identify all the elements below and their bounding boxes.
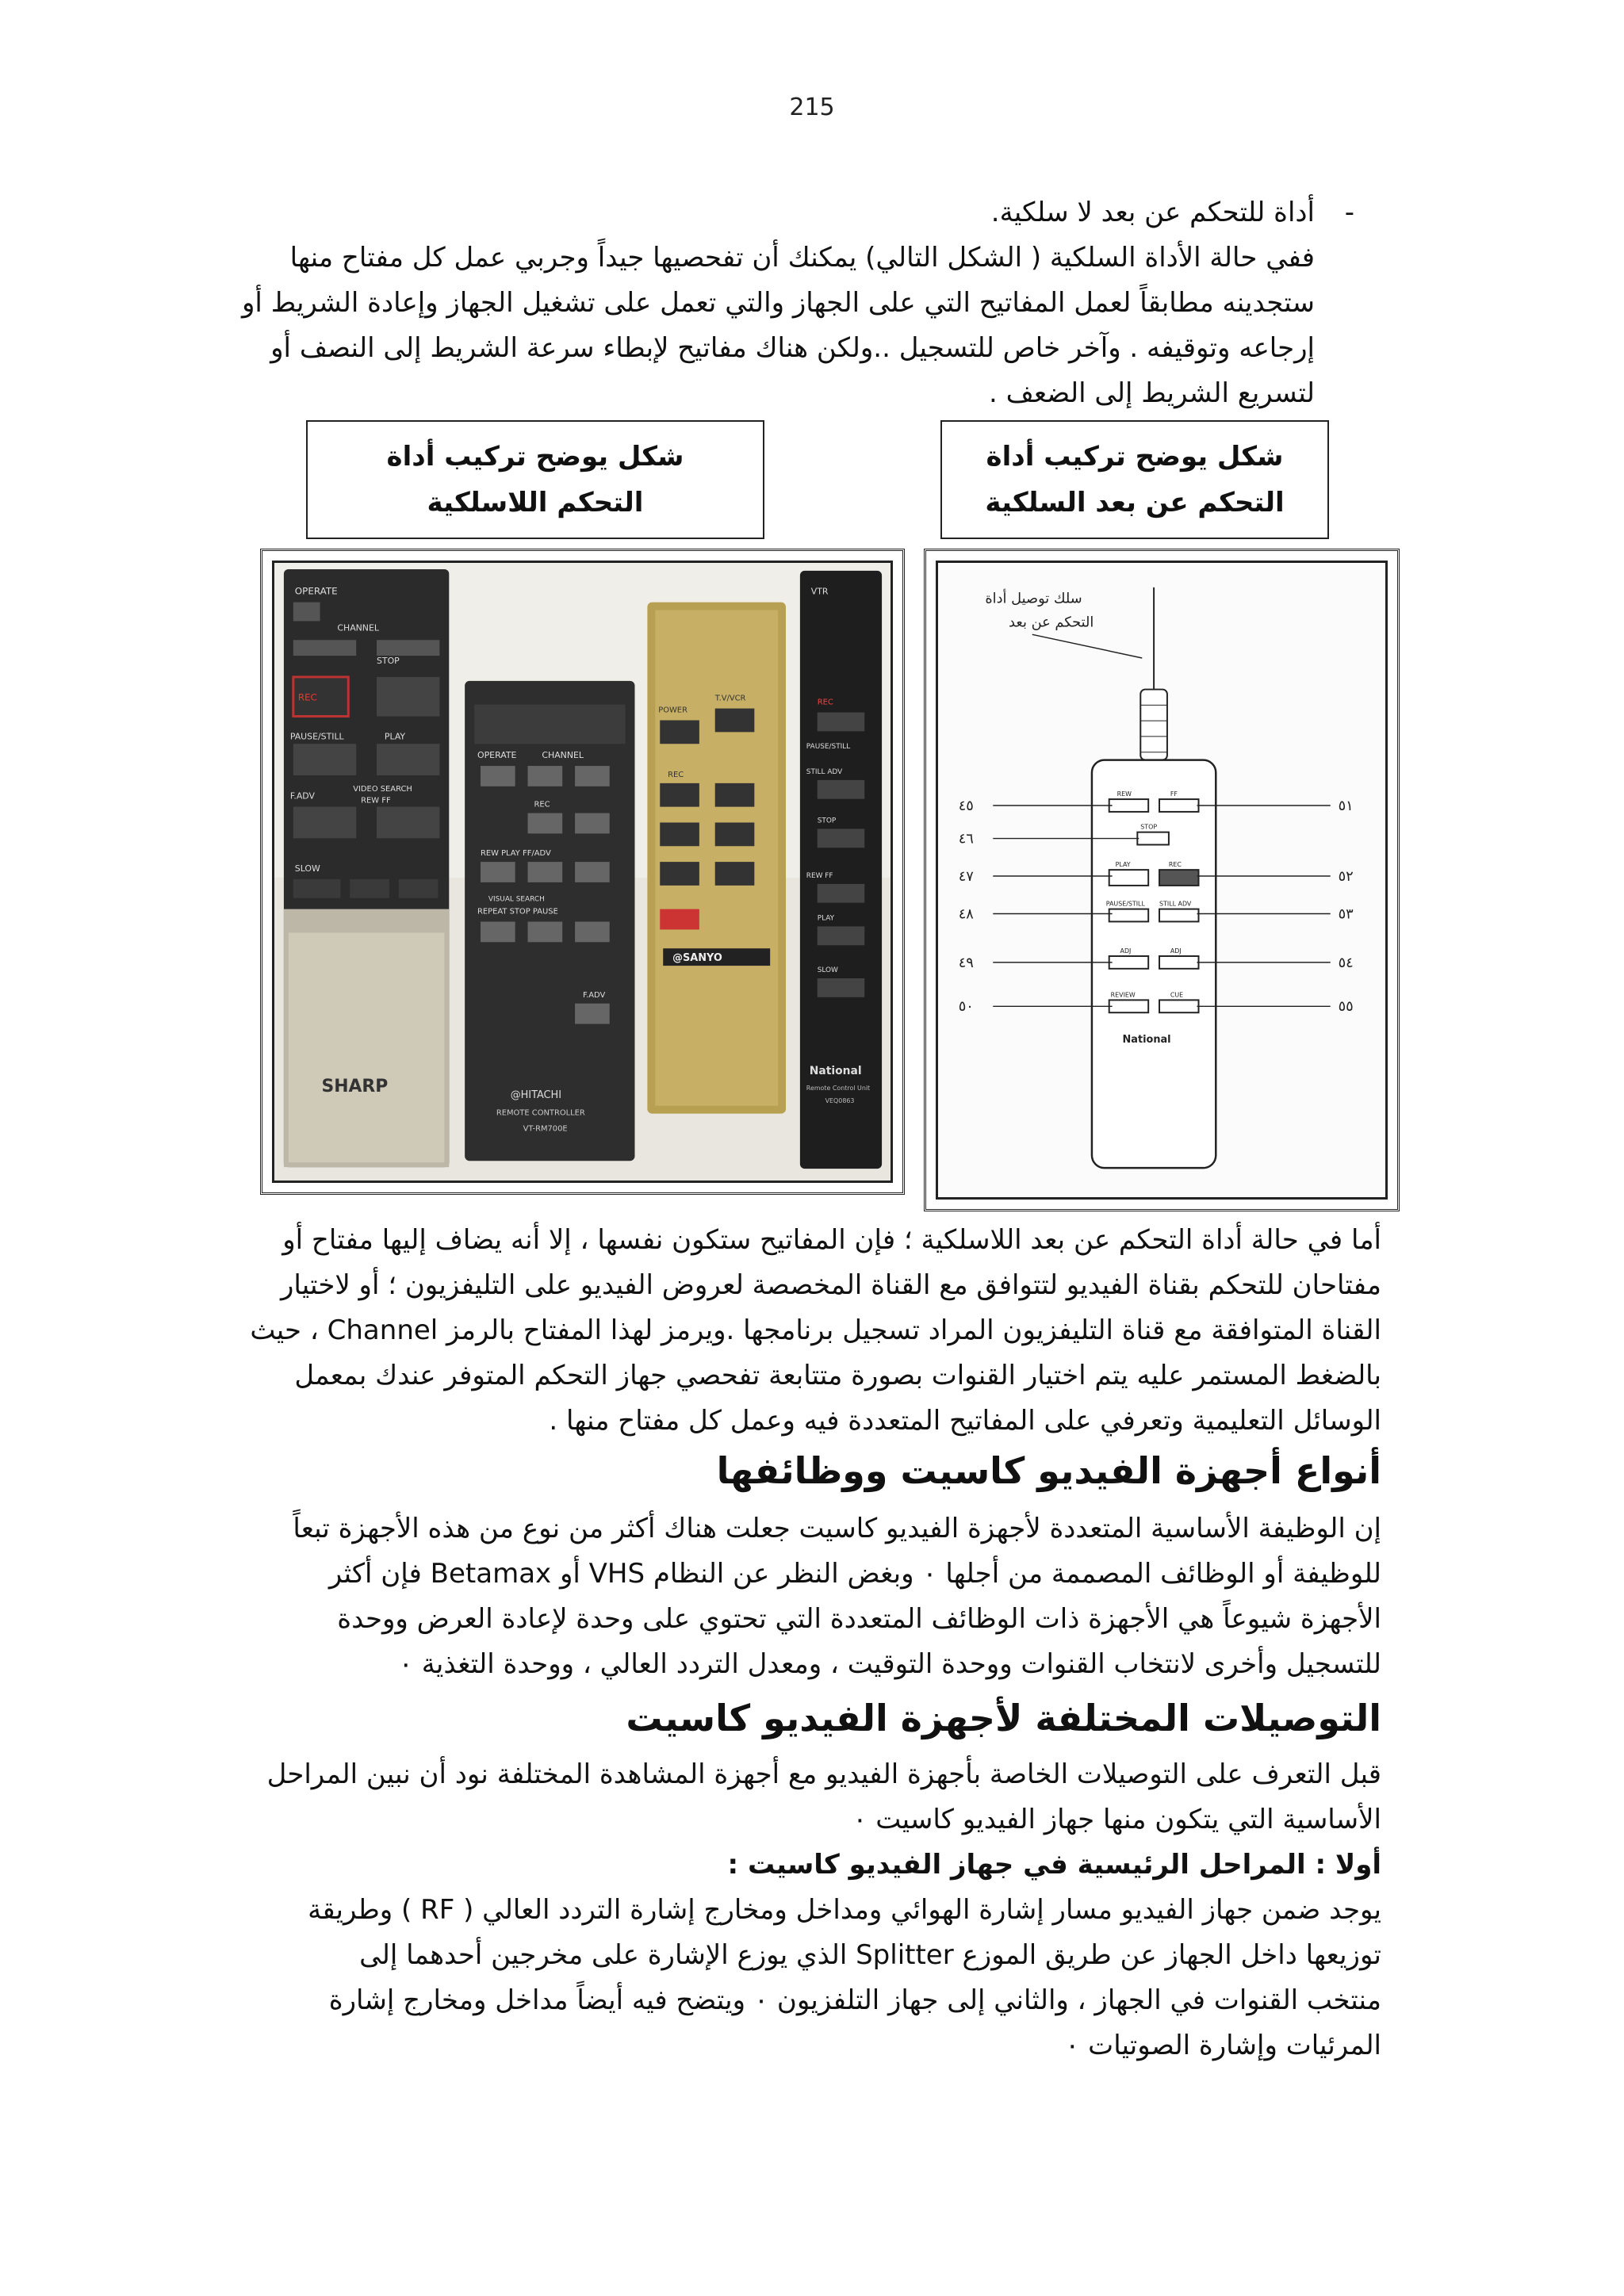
wireless-line: مفتاحان للتحكم بقناة الفيديو لتتوافق مع القناة المخصصة لعروض الفيديو على التليفزيون ؛ أو لاختيار	[281, 1269, 1381, 1301]
section-subheading: أولا : المراحل الرئيسية في جهاز الفيديو كاسيت :	[727, 1849, 1381, 1881]
national-remote	[800, 571, 882, 1169]
hitachi-remote	[465, 681, 634, 1161]
national-brand-text: National	[809, 1065, 862, 1078]
svg-text:PLAY: PLAY	[1115, 861, 1131, 869]
wired-caption-text: شكل يوضح تركيب أداة التحكم عن بعد السلكية	[985, 441, 1285, 519]
svg-text:REC: REC	[817, 698, 833, 707]
section-types-line: إن الوظيفة الأساسية المتعددة لأجهزة الفيديو كاسيت جعلت هناك أكثر من نوع من هذه الأجهزة تبعاً	[293, 1513, 1381, 1544]
wireless-remotes-figure	[260, 549, 905, 1195]
section-connections-line: قبل التعرف على التوصيلات الخاصة بأجهزة الفيديو مع أجهزة المشاهدة المختلفة نود أن نبين المراحل	[266, 1758, 1381, 1790]
callout-number: ٤٨	[958, 905, 974, 923]
wireless-paragraph	[151, 1218, 1381, 1444]
svg-text:CUE: CUE	[1170, 991, 1184, 999]
callout-number: ٥٤	[1338, 954, 1354, 971]
intro-line-1: أداة للتحكم عن بعد لا سلكية.	[990, 197, 1315, 228]
svg-text:REC: REC	[534, 800, 550, 809]
wireless-figure-caption	[306, 420, 764, 539]
remotes-photo-svg	[274, 563, 891, 1181]
svg-text:SLOW: SLOW	[294, 863, 320, 874]
intro-line: ففي حالة الأداة السلكية ( الشكل التالي) يمكنك أن تفحصيها جيداً وجربي عمل كل مفتاح منها	[289, 242, 1315, 274]
svg-text:STOP: STOP	[817, 817, 837, 825]
section-types-body	[151, 1506, 1381, 1687]
svg-text:VISUAL SEARCH: VISUAL SEARCH	[488, 895, 545, 904]
intro-block	[151, 190, 1354, 416]
section-connections-line: توزيعها داخل الجهاز عن طريق الموزع Splitter الذي يوزع الإشارة على مخرجين أحدهما إلى	[359, 1939, 1381, 1971]
section-connections-line: الأساسية التي يتكون منها جهاز الفيديو كاسيت ٠	[852, 1804, 1381, 1835]
svg-text:ADJ: ADJ	[1170, 947, 1182, 955]
svg-text:STOP: STOP	[1140, 823, 1158, 831]
wired-figure-caption	[940, 420, 1329, 539]
intro-bullet-line	[151, 190, 1354, 235]
svg-text:REW FF: REW FF	[806, 871, 833, 880]
callout-number: ٤٩	[958, 954, 974, 971]
page-number: 215	[789, 94, 835, 121]
callout-number: ٤٦	[958, 830, 974, 848]
cable-label-line-2: التحكم عن بعد	[1009, 614, 1094, 631]
svg-text:Remote Control Unit: Remote Control Unit	[806, 1084, 871, 1092]
svg-text:FF: FF	[1170, 790, 1178, 798]
svg-text:REW FF: REW FF	[361, 796, 391, 806]
wired-diagram-svg	[938, 563, 1385, 1197]
sharp-remote	[284, 569, 449, 1167]
svg-text:REC: REC	[1168, 861, 1182, 869]
svg-text:STOP: STOP	[377, 656, 400, 667]
callout-number: ٥٣	[1338, 905, 1354, 923]
svg-text:PAUSE/STILL: PAUSE/STILL	[1105, 900, 1145, 908]
callout-number: ٤٧	[958, 867, 974, 885]
callout-number: ٥١	[1338, 797, 1354, 814]
callout-number: ٤٥	[958, 797, 974, 814]
section-connections-line: يوجد ضمن جهاز الفيديو مسار إشارة الهوائي ومداخل ومخارج إشارة التردد العالي ( RF ) وطريقة	[308, 1894, 1381, 1926]
sanyo-remote	[647, 603, 786, 1114]
svg-text:STILL ADV: STILL ADV	[806, 767, 843, 776]
wireless-line: القناة المتوافقة مع قناة التليفزيون المراد تسجيل برنامجها .ويرمز لهذا المفتاح بالرمز Channel ، حيث	[250, 1314, 1381, 1346]
intro-line: ستجدينه مطابقاً لعمل المفاتيح التي على الجهاز والتي تعمل على تشغيل الجهاز وإعادة الشريط أو	[242, 287, 1315, 319]
cable-label-line-1: سلك توصيل أداة	[985, 590, 1082, 607]
wireless-line: الوسائل التعليمية وتعرفي على المفاتيح المتعددة فيه وعمل كل مفتاح منها .	[549, 1405, 1381, 1437]
svg-text:CHANNEL: CHANNEL	[337, 622, 379, 633]
svg-text:OPERATE: OPERATE	[477, 750, 517, 761]
svg-text:F.ADV: F.ADV	[289, 790, 315, 802]
svg-text:PAUSE/STILL: PAUSE/STILL	[289, 731, 344, 742]
svg-text:CHANNEL: CHANNEL	[542, 750, 584, 761]
svg-text:PLAY: PLAY	[817, 914, 835, 923]
section-connections-line: المرئيات وإشارة الصوتيات ٠	[1065, 2030, 1381, 2061]
section-types-line: للتسجيل وأخرى لانتخاب القنوات ووحدة التوقيت ، ومعدل التردد العالي ، ووحدة التغذية ٠	[398, 1648, 1381, 1680]
svg-text:REC: REC	[668, 770, 684, 779]
sanyo-brand-text: @SANYO	[672, 952, 722, 965]
svg-text:REC: REC	[297, 691, 317, 703]
svg-text:REPEAT STOP PAUSE: REPEAT STOP PAUSE	[477, 907, 558, 916]
svg-text:REW: REW	[1116, 790, 1132, 798]
svg-text:SLOW: SLOW	[817, 966, 838, 975]
section-heading-connections: التوصيلات المختلفة لأجهزة الفيديو كاسيت	[626, 1697, 1381, 1739]
wired-diagram	[936, 561, 1388, 1200]
wired-remote-figure	[924, 549, 1400, 1211]
svg-text:ADJ: ADJ	[1120, 947, 1132, 955]
wireless-photo	[272, 561, 893, 1183]
svg-text:F.ADV: F.ADV	[582, 990, 606, 1000]
intro-line: إرجاعه وتوقيفه . وآخر خاص للتسجيل ..ولكن هناك مفاتيح لإبطاء سرعة الشريط إلى النصف أو	[270, 332, 1315, 364]
section-types-line: الأجهزة شيوعاً هي الأجهزة ذات الوظائف المتعددة التي تحتوي على وحدة لإعادة العرض ووحدة	[337, 1603, 1381, 1635]
svg-text:VTR: VTR	[810, 586, 829, 597]
svg-text:REVIEW: REVIEW	[1110, 991, 1136, 999]
svg-text:REW PLAY FF/ADV: REW PLAY FF/ADV	[480, 849, 551, 859]
svg-text:STILL ADV: STILL ADV	[1159, 900, 1192, 908]
bullet-dash: -	[1344, 197, 1354, 228]
section-heading-types: أنواع أجهزة الفيديو كاسيت ووظائفها	[716, 1449, 1381, 1492]
section-connections-line: منتخب القنوات في الجهاز ، والثاني إلى جهاز التلفزيون ٠ ويتضح فيه أيضاً مداخل ومخارج إشارة	[328, 1984, 1381, 2016]
hitachi-brand-text: @HITACHI	[510, 1089, 562, 1101]
callout-number: ٥٢	[1338, 867, 1354, 885]
svg-text:REMOTE CONTROLLER: REMOTE CONTROLLER	[496, 1108, 585, 1118]
sharp-label-operate: OPERATE	[294, 585, 338, 597]
sharp-brand-text: SHARP	[321, 1076, 389, 1096]
section-connections-body	[151, 1752, 1381, 2068]
svg-text:T.V/VCR: T.V/VCR	[714, 694, 746, 703]
svg-text:POWER: POWER	[658, 706, 688, 715]
section-types-line: للوظيفة أو الوظائف المصممة من أجلها ٠ وبغض النظر عن النظام VHS أو Betamax فإن أكثر	[328, 1558, 1381, 1590]
svg-text:VEQ0863: VEQ0863	[825, 1096, 855, 1104]
svg-text:PAUSE/STILL: PAUSE/STILL	[806, 743, 851, 752]
svg-text:VIDEO SEARCH: VIDEO SEARCH	[353, 784, 412, 794]
wireless-line: بالضغط المستمر عليه يتم اختيار القنوات بصورة متتابعة تفحصي جهاز التحكم المتوفر عندك بمعمل	[294, 1360, 1381, 1391]
intro-line: لتسريع الشريط إلى الضعف .	[989, 377, 1315, 409]
callout-number: ٥٠	[958, 998, 974, 1016]
wireless-line: أما في حالة أداة التحكم عن بعد اللاسلكية ؛ فإن المفاتيح ستكون نفسها ، إلا أنه يضاف إليها مفتاح أو	[282, 1224, 1381, 1256]
wireless-caption-text: شكل يوضح تركيب أداة التحكم اللاسلكية	[386, 441, 684, 519]
svg-text:VT-RM700E: VT-RM700E	[523, 1124, 568, 1134]
callout-number: ٥٥	[1338, 998, 1354, 1016]
svg-text:PLAY: PLAY	[384, 731, 406, 742]
wired-remote-brand: National	[1122, 1033, 1171, 1046]
